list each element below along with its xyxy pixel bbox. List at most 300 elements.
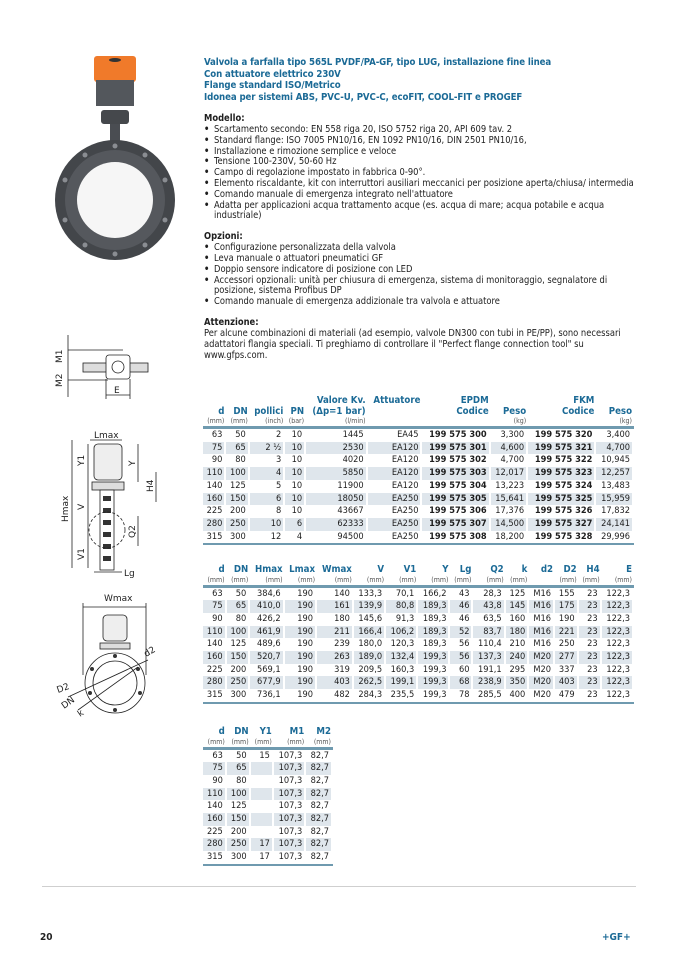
table-cell: 5850 — [306, 467, 368, 480]
table-cell: 4,700 — [596, 442, 634, 455]
table-cell: 91,3 — [386, 613, 418, 626]
label-wmax: Wmax — [104, 594, 133, 604]
table-cell: 189,0 — [354, 651, 386, 664]
modello-heading: Modello: — [204, 113, 245, 124]
table-row — [203, 651, 634, 664]
table-row — [203, 442, 634, 455]
table-cell: 199 575 326 — [528, 505, 596, 518]
table-cell: 65 — [226, 442, 249, 455]
label-lg: Lg — [124, 569, 135, 579]
table-cell: 199 575 302 — [422, 454, 490, 467]
column-header-label: Y1 — [259, 726, 272, 737]
table-cell: EA120 — [368, 442, 423, 455]
table-cell: 82,7 — [306, 800, 333, 813]
table-cell: 155 — [555, 588, 579, 601]
column-unit: (mm) — [231, 575, 249, 584]
table-row — [203, 838, 333, 851]
table-cell: 43,8 — [473, 600, 505, 613]
table-cell: 6 — [285, 518, 306, 531]
table-cell: M16 — [529, 638, 555, 651]
table-cell: M16 — [529, 588, 555, 601]
table-cell: EA120 — [368, 480, 423, 493]
label-v: V — [77, 503, 87, 510]
table-row — [203, 664, 634, 677]
column-unit: (mm) — [486, 575, 504, 584]
table-cell: 82,7 — [306, 851, 333, 864]
table-cell: 200 — [226, 505, 249, 518]
table-cell: EA120 — [368, 467, 423, 480]
table-cell: 10 — [250, 518, 286, 531]
table-cell: 100 — [227, 788, 251, 801]
table-cell: 122,3 — [602, 600, 634, 613]
list-item: • Accessori opzionali: unità per chiusura di emergenza, sistema di monitoraggio, segnalatore di posizione, sistema Profibus DP — [204, 276, 634, 298]
table-cell: 120,3 — [386, 638, 418, 651]
table-cell: 160,3 — [386, 664, 418, 677]
column-header — [473, 565, 505, 585]
table-cell: 6 — [250, 493, 286, 506]
table-cell: 150 — [226, 493, 249, 506]
column-header-label: Valore Kv. — [316, 395, 366, 406]
table-cell: 82,7 — [306, 788, 333, 801]
column-unit — [531, 576, 553, 585]
table-cell: 100 — [227, 626, 251, 639]
column-unit: (mm) — [254, 737, 272, 746]
table-cell: 295 — [506, 664, 530, 677]
table-row — [203, 638, 634, 651]
column-unit — [424, 417, 488, 426]
table-cell: 10 — [285, 505, 306, 518]
product-title — [204, 57, 634, 103]
table-cell: 250 — [227, 838, 251, 851]
table-cell: EA250 — [368, 505, 423, 518]
table-row — [203, 505, 634, 518]
column-unit: (mm) — [399, 575, 417, 584]
table-row — [203, 518, 634, 531]
list-item: • Scartamento secondo: EN 558 riga 20, ISO 5752 riga 20, API 609 tav. 2 — [204, 125, 634, 136]
table-cell: 23 — [579, 689, 602, 702]
modello-list — [204, 125, 634, 222]
label-h4: H4 — [146, 479, 156, 492]
table-cell: 10 — [285, 429, 306, 442]
table-cell: 403 — [555, 676, 579, 689]
table-bottom-rule — [203, 702, 634, 704]
table-row — [203, 689, 634, 702]
table-cell: 199,3 — [418, 689, 450, 702]
table-cell: 190 — [555, 613, 579, 626]
column-header — [528, 396, 596, 426]
table-cell: 50 — [226, 429, 249, 442]
table-cell: 350 — [506, 676, 530, 689]
table-cell — [251, 813, 274, 826]
table-cell: 63 — [203, 429, 226, 442]
table-cell: 107,3 — [274, 826, 306, 839]
column-header — [450, 565, 473, 585]
table-cell: 56 — [450, 638, 473, 651]
table-row — [203, 531, 634, 544]
table-bottom-rule — [203, 543, 634, 545]
column-header-label: M2 — [316, 726, 331, 737]
table-cell: 139,9 — [354, 600, 386, 613]
title-line: Idonea per sistemi ABS, PVC-U, PVC-C, ecoFIT, COOL-FIT e PROGEF — [204, 91, 523, 103]
column-unit: (mm) — [614, 575, 632, 584]
column-header-label: k — [521, 564, 528, 575]
column-header-label: Wmax — [321, 564, 352, 575]
table-cell: 107,3 — [274, 750, 306, 763]
table-cell: 191,1 — [473, 664, 505, 677]
attenzione-heading: Attenzione: — [204, 316, 259, 328]
table-cell: 122,3 — [602, 664, 634, 677]
table-cell: 15 — [251, 750, 274, 763]
table-cell: 23 — [579, 613, 602, 626]
table-cell: 211 — [317, 626, 354, 639]
table-cell: 110 — [203, 788, 227, 801]
footer-divider — [42, 886, 636, 887]
table-cell: 160 — [203, 493, 226, 506]
column-header — [306, 396, 368, 426]
table-bottom-rule — [203, 864, 333, 866]
table-cell: 160 — [203, 651, 227, 664]
column-header — [555, 565, 579, 585]
table-cell: 46 — [450, 613, 473, 626]
label-y1: Y1 — [77, 454, 87, 466]
table-cell: EA120 — [368, 454, 423, 467]
column-header-label: Hmax — [255, 564, 283, 575]
table-cell: 107,3 — [274, 813, 306, 826]
column-header — [579, 565, 602, 585]
label-hmax: Hmax — [61, 495, 71, 522]
table-cell: 43667 — [306, 505, 368, 518]
table-cell: 225 — [203, 664, 227, 677]
table-row — [203, 613, 634, 626]
table-cell — [251, 788, 274, 801]
column-header-label: DN — [233, 564, 249, 575]
table-cell: 190 — [285, 664, 317, 677]
table-cell: 2530 — [306, 442, 368, 455]
column-unit: (mm) — [366, 575, 385, 584]
table-cell: 280 — [203, 838, 227, 851]
table-cell: 70,1 — [386, 588, 418, 601]
table-cell: 250 — [555, 638, 579, 651]
table-cell: 199 575 323 — [528, 467, 596, 480]
table-cell: 122,3 — [602, 689, 634, 702]
title-line: Con attuatore elettrico 230V — [204, 68, 341, 80]
table-cell: 15,641 — [491, 493, 529, 506]
table-row — [203, 454, 634, 467]
table-cell: 23 — [579, 626, 602, 639]
table-cell: 140 — [203, 800, 227, 813]
title-line: Flange standard ISO/Metrico — [204, 80, 341, 91]
table-cell: 4,700 — [491, 454, 529, 467]
table-cell: 190 — [285, 651, 317, 664]
column-header-label: pollici — [254, 405, 284, 417]
table-cell: 189,3 — [418, 638, 450, 651]
table-cell: 160 — [203, 813, 227, 826]
column-unit: (mm) — [510, 575, 528, 584]
column-header — [226, 396, 249, 426]
list-item: • Configurazione personalizzata della valvola — [204, 243, 634, 254]
table-cell: 80,8 — [386, 600, 418, 613]
table-cell: 175 — [555, 600, 579, 613]
table-cell — [251, 762, 274, 775]
label-e: E — [114, 386, 120, 396]
table-cell: 62333 — [306, 518, 368, 531]
table-cell: 285,5 — [473, 689, 505, 702]
table-cell: 122,3 — [602, 676, 634, 689]
top-view-drawing — [28, 335, 188, 415]
table-cell: 221 — [555, 626, 579, 639]
table-cell: 83,7 — [473, 626, 505, 639]
description-block — [204, 57, 634, 361]
label-dn: DN — [59, 695, 77, 712]
column-header-label: Peso — [608, 405, 632, 417]
table-cell: 315 — [203, 851, 227, 864]
column-header-label: V1 — [403, 564, 417, 575]
table-cell: 122,3 — [602, 638, 634, 651]
table-cell: 18050 — [306, 493, 368, 506]
table-cell: 200 — [227, 826, 251, 839]
table-cell: 190 — [285, 689, 317, 702]
table-cell: 90 — [203, 775, 227, 788]
list-item: • Campo di regolazione impostato in fabbrica 0-90°. — [204, 168, 634, 179]
side-view-drawing — [28, 430, 188, 580]
table-row — [203, 851, 333, 864]
table-cell: 23 — [579, 676, 602, 689]
table-cell: 426,2 — [250, 613, 284, 626]
table-cell: 5 — [250, 480, 286, 493]
column-unit — [530, 417, 594, 426]
table-cell: 199 575 322 — [528, 454, 596, 467]
column-header-label: d — [218, 564, 225, 575]
column-header-label: d2 — [540, 564, 554, 575]
column-unit: (mm) — [207, 737, 225, 746]
table-cell: 225 — [203, 505, 226, 518]
table-cell: 82,7 — [306, 750, 333, 763]
list-item: • Installazione e rimozione semplice e veloce — [204, 147, 634, 158]
opzioni-list — [204, 243, 634, 308]
column-header-label: DN — [233, 405, 248, 417]
table-cell: 199 575 307 — [422, 518, 490, 531]
column-header-label: d — [218, 405, 225, 417]
table-cell: 199 575 301 — [422, 442, 490, 455]
table-cell: M20 — [529, 689, 555, 702]
table-cell: 479 — [555, 689, 579, 702]
column-header-label: D2 — [563, 564, 577, 575]
column-header — [422, 396, 490, 426]
table-cell: 263 — [317, 651, 354, 664]
table-cell: 65 — [227, 600, 251, 613]
table-cell: 199,3 — [418, 676, 450, 689]
front-view-drawing — [28, 585, 188, 720]
table-cell: 106,2 — [386, 626, 418, 639]
table-cell: 199,1 — [386, 676, 418, 689]
label-k: k — [75, 708, 86, 720]
table-cell: 190 — [285, 613, 317, 626]
column-unit: (mm) — [207, 575, 225, 584]
table-cell: 4,600 — [491, 442, 529, 455]
table-cell: 122,3 — [602, 588, 634, 601]
header-row — [203, 727, 333, 747]
column-header-label: M1 — [289, 726, 305, 737]
table-cell: 166,2 — [418, 588, 450, 601]
table-cell: 52 — [450, 626, 473, 639]
table-cell: 23 — [579, 588, 602, 601]
table-cell: 250 — [226, 518, 249, 531]
table-cell: 145,6 — [354, 613, 386, 626]
table-cell: 125 — [226, 480, 249, 493]
table-cell: 199 575 328 — [528, 531, 596, 544]
column-header — [354, 565, 386, 585]
table-cell: 250 — [227, 676, 251, 689]
list-item: • Standard flange: ISO 7005 PN10/16, EN 1092 PN10/16, DIN 2501 PN10/16, — [204, 136, 634, 147]
table-cell: 315 — [203, 531, 226, 544]
table-cell: 199 575 306 — [422, 505, 490, 518]
table-cell: 489,6 — [250, 638, 284, 651]
column-header-label: Y — [442, 564, 449, 575]
table-cell: 10 — [285, 442, 306, 455]
column-header-label: DN — [234, 726, 249, 737]
table-cell: 210 — [506, 638, 530, 651]
table-cell: 315 — [203, 689, 227, 702]
table-cell: EA45 — [368, 429, 423, 442]
table-cell: 75 — [203, 600, 227, 613]
column-header-label2: Codice — [456, 405, 489, 417]
table-cell: 24,141 — [596, 518, 634, 531]
column-header — [274, 727, 306, 747]
table-cell: 13,483 — [596, 480, 634, 493]
table-cell: 82,7 — [306, 775, 333, 788]
table-cell: 46 — [450, 600, 473, 613]
column-header — [418, 565, 450, 585]
column-header-label: d — [218, 726, 225, 737]
table-cell: 82,7 — [306, 826, 333, 839]
column-header — [285, 396, 306, 426]
table-cell: 200 — [227, 664, 251, 677]
table-cell: 189,3 — [418, 613, 450, 626]
column-header-label: PN — [290, 405, 305, 417]
table-cell: 80 — [227, 613, 251, 626]
table-cell: 277 — [555, 651, 579, 664]
table-cell: 280 — [203, 676, 227, 689]
column-header — [250, 396, 286, 426]
table-cell: 65 — [227, 762, 251, 775]
table-cell: 482 — [317, 689, 354, 702]
table-cell: M16 — [529, 613, 555, 626]
table-cell: 12,017 — [491, 467, 529, 480]
table-cell: 10 — [285, 454, 306, 467]
column-header — [368, 396, 423, 426]
column-unit: (mm) — [334, 575, 352, 584]
table-cell: 199 575 327 — [528, 518, 596, 531]
table-cell: 300 — [227, 689, 251, 702]
table-cell: 11900 — [306, 480, 368, 493]
table-cell: 107,3 — [274, 838, 306, 851]
table-cell: M20 — [529, 651, 555, 664]
table-row — [203, 467, 634, 480]
table-cell: 10 — [285, 467, 306, 480]
column-header — [506, 565, 530, 585]
table-cell: 63 — [203, 588, 227, 601]
column-header — [529, 565, 555, 585]
table-cell: 3 — [250, 454, 286, 467]
column-unit: (mm) — [230, 417, 248, 425]
table-cell: 2 — [250, 429, 286, 442]
table-cell: 122,3 — [602, 651, 634, 664]
table-cell: 107,3 — [274, 762, 306, 775]
table-cell: 319 — [317, 664, 354, 677]
table-cell: 110 — [203, 467, 226, 480]
list-item: • Tensione 100-230V, 50-60 Hz — [204, 157, 634, 168]
table-cell: 4020 — [306, 454, 368, 467]
table-cell: 180,0 — [354, 638, 386, 651]
column-unit: (mm) — [431, 575, 449, 584]
label-d2-large: D2 — [55, 682, 71, 696]
codes-table — [203, 396, 634, 545]
table-cell: 199,3 — [418, 651, 450, 664]
column-header-label2: Codice — [562, 405, 595, 417]
column-header-label: Lmax — [289, 564, 316, 575]
table-cell: 3,300 — [491, 429, 529, 442]
table-cell: 56 — [450, 651, 473, 664]
column-unit: (kg) — [513, 417, 527, 425]
table-cell: 50 — [227, 588, 251, 601]
table-cell: 337 — [555, 664, 579, 677]
table-cell: 400 — [506, 689, 530, 702]
column-header-label: H4 — [586, 564, 600, 575]
table-cell: 190 — [285, 588, 317, 601]
table-cell: 107,3 — [274, 788, 306, 801]
table-cell: 137,3 — [473, 651, 505, 664]
table-cell: 677,9 — [250, 676, 284, 689]
table-cell: 82,7 — [306, 838, 333, 851]
table-cell: 63,5 — [473, 613, 505, 626]
table-row — [203, 775, 333, 788]
column-header-label: V — [377, 564, 385, 575]
table-cell: 125 — [506, 588, 530, 601]
attenzione-text: Per alcune combinazioni di materiali (ad esempio, valvole DN300 con tubi in PE/PP), sono necessari adattatori flangia speciali. Ti preghiamo di controllare il "Perfect flange connection tool" su www.gfps.com. — [204, 327, 621, 361]
table-cell: 209,5 — [354, 664, 386, 677]
valve-disc — [77, 162, 153, 238]
table-cell: M20 — [529, 664, 555, 677]
table-cell: 140 — [317, 588, 354, 601]
table-cell: 80 — [227, 775, 251, 788]
table-cell: 3,400 — [596, 429, 634, 442]
header-row — [203, 396, 634, 426]
table-cell: 107,3 — [274, 800, 306, 813]
table-cell: 240 — [506, 651, 530, 664]
column-header-label: Q2 — [490, 564, 504, 575]
table-cell: 199 575 324 — [528, 480, 596, 493]
table-cell: 10 — [285, 480, 306, 493]
table-cell: 235,5 — [386, 689, 418, 702]
table-cell: 107,3 — [274, 775, 306, 788]
table-cell: 110 — [203, 626, 227, 639]
column-unit — [370, 407, 421, 416]
column-header-label: E — [626, 564, 632, 575]
table-cell: 403 — [317, 676, 354, 689]
table-cell: 190 — [285, 676, 317, 689]
table-cell: 2 ½ — [250, 442, 286, 455]
list-item: • Elemento riscaldante, kit con interruttori ausiliari meccanici per posizione aperta/chiusa/ intermedia — [204, 179, 634, 190]
column-header — [203, 396, 226, 426]
table-cell: 300 — [226, 531, 249, 544]
table-cell: 180 — [317, 613, 354, 626]
table-cell: 199 575 325 — [528, 493, 596, 506]
table-cell: 199 575 320 — [528, 429, 596, 442]
column-unit: (mm) — [265, 575, 283, 584]
table-row — [203, 493, 634, 506]
column-header-label: Lg — [459, 564, 472, 575]
table-cell: 4 — [285, 531, 306, 544]
